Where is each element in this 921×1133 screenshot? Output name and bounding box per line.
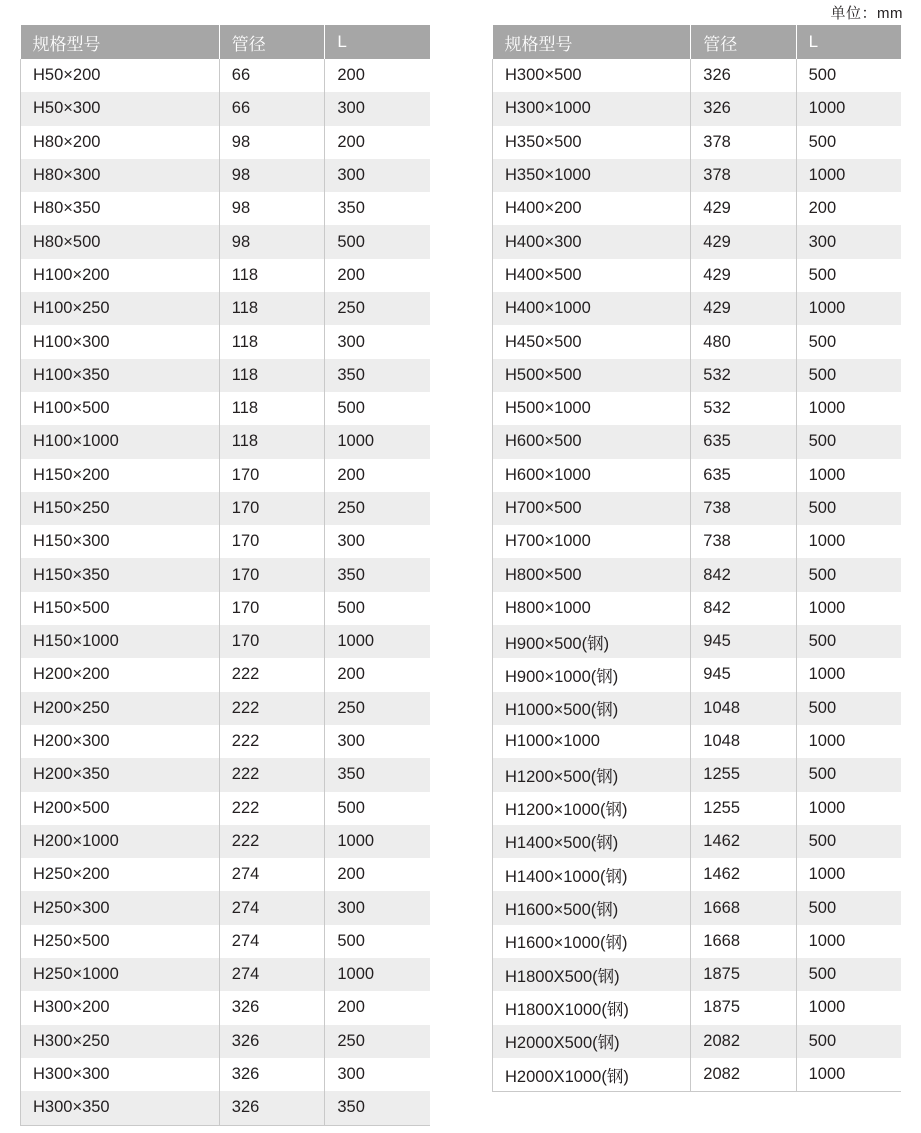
cell-diameter: 98 — [219, 159, 325, 192]
cell-diameter: 1255 — [691, 792, 796, 825]
cell-spec: H80×350 — [21, 192, 220, 225]
cell-spec: H80×500 — [21, 225, 220, 258]
table-row — [21, 825, 431, 858]
cell-spec: H800×1000 — [493, 592, 691, 625]
cell-spec: H300×350 — [21, 1091, 220, 1125]
cell-length: 350 — [325, 558, 430, 591]
cell-spec: H600×500 — [493, 425, 691, 458]
cell-spec: H900×1000(钢) — [493, 658, 691, 691]
table-row — [493, 625, 902, 658]
cell-length: 500 — [325, 392, 430, 425]
header-diameter: 管径 — [219, 25, 325, 59]
cell-diameter: 326 — [219, 1025, 325, 1058]
cell-length: 300 — [325, 891, 430, 924]
cell-diameter: 118 — [219, 292, 325, 325]
cell-length: 250 — [325, 692, 430, 725]
cell-spec: H100×300 — [21, 325, 220, 358]
cell-spec: H250×200 — [21, 858, 220, 891]
cell-length: 1000 — [796, 292, 901, 325]
cell-spec: H50×300 — [21, 92, 220, 125]
cell-spec: H300×500 — [493, 59, 691, 92]
table-row — [21, 59, 431, 92]
table-row — [21, 525, 431, 558]
cell-diameter: 842 — [691, 558, 796, 591]
left-table-header — [21, 25, 431, 59]
cell-spec: H300×300 — [21, 1058, 220, 1091]
table-row — [21, 359, 431, 392]
cell-length: 1000 — [796, 525, 901, 558]
cell-spec: H100×1000 — [21, 425, 220, 458]
cell-length: 1000 — [325, 958, 430, 991]
table-row — [493, 658, 902, 691]
cell-length: 1000 — [796, 925, 901, 958]
cell-spec: H150×300 — [21, 525, 220, 558]
table-row — [493, 225, 902, 258]
cell-length: 500 — [796, 325, 901, 358]
cell-diameter: 118 — [219, 392, 325, 425]
cell-diameter: 532 — [691, 359, 796, 392]
cell-spec: H400×1000 — [493, 292, 691, 325]
cell-spec: H150×350 — [21, 558, 220, 591]
cell-length: 200 — [325, 459, 430, 492]
cell-spec: H250×1000 — [21, 958, 220, 991]
table-row — [493, 1025, 902, 1058]
cell-spec: H150×200 — [21, 459, 220, 492]
cell-spec: H500×500 — [493, 359, 691, 392]
cell-spec: H1400×1000(钢) — [493, 858, 691, 891]
table-row — [21, 292, 431, 325]
cell-spec: H150×1000 — [21, 625, 220, 658]
cell-diameter: 222 — [219, 792, 325, 825]
cell-diameter: 480 — [691, 325, 796, 358]
table-row — [493, 991, 902, 1024]
cell-diameter: 274 — [219, 925, 325, 958]
cell-length: 500 — [325, 592, 430, 625]
cell-length: 350 — [325, 758, 430, 791]
cell-length: 1000 — [796, 858, 901, 891]
cell-diameter: 222 — [219, 692, 325, 725]
table-row — [21, 1058, 431, 1091]
header-spec: 规格型号 — [21, 25, 220, 59]
cell-diameter: 532 — [691, 392, 796, 425]
cell-length: 350 — [325, 359, 430, 392]
table-row — [493, 592, 902, 625]
cell-diameter: 738 — [691, 525, 796, 558]
table-row — [21, 558, 431, 591]
cell-spec: H50×200 — [21, 59, 220, 92]
table-row — [493, 891, 902, 924]
table-row — [21, 126, 431, 159]
cell-spec: H350×1000 — [493, 159, 691, 192]
cell-length: 500 — [325, 225, 430, 258]
cell-length: 350 — [325, 192, 430, 225]
cell-diameter: 2082 — [691, 1025, 796, 1058]
cell-spec: H200×350 — [21, 758, 220, 791]
unit-note: 单位：mm — [830, 5, 903, 22]
table-row — [21, 692, 431, 725]
cell-spec: H200×1000 — [21, 825, 220, 858]
cell-length: 250 — [325, 292, 430, 325]
header-length: L — [325, 25, 430, 59]
cell-length: 500 — [325, 792, 430, 825]
cell-diameter: 274 — [219, 958, 325, 991]
table-row — [21, 259, 431, 292]
cell-spec: H100×200 — [21, 259, 220, 292]
cell-spec: H300×250 — [21, 1025, 220, 1058]
cell-length: 250 — [325, 492, 430, 525]
cell-diameter: 274 — [219, 891, 325, 924]
cell-spec: H150×250 — [21, 492, 220, 525]
cell-diameter: 66 — [219, 59, 325, 92]
cell-length: 300 — [325, 92, 430, 125]
cell-diameter: 98 — [219, 126, 325, 159]
header-diameter: 管径 — [691, 25, 796, 59]
cell-diameter: 429 — [691, 259, 796, 292]
table-row — [21, 492, 431, 525]
cell-spec: H200×300 — [21, 725, 220, 758]
cell-spec: H2000X1000(钢) — [493, 1058, 691, 1092]
table-row — [493, 92, 902, 125]
cell-spec: H80×300 — [21, 159, 220, 192]
cell-diameter: 429 — [691, 192, 796, 225]
table-row — [21, 92, 431, 125]
cell-length: 1000 — [796, 1058, 901, 1092]
cell-diameter: 98 — [219, 192, 325, 225]
cell-diameter: 170 — [219, 558, 325, 591]
cell-diameter: 118 — [219, 325, 325, 358]
cell-spec: H400×500 — [493, 259, 691, 292]
cell-length: 500 — [796, 1025, 901, 1058]
cell-spec: H100×500 — [21, 392, 220, 425]
cell-length: 1000 — [796, 792, 901, 825]
cell-length: 1000 — [796, 392, 901, 425]
cell-diameter: 66 — [219, 92, 325, 125]
cell-length: 300 — [796, 225, 901, 258]
table-row — [493, 59, 902, 92]
cell-spec: H80×200 — [21, 126, 220, 159]
table-row — [21, 792, 431, 825]
cell-spec: H200×200 — [21, 658, 220, 691]
cell-diameter: 429 — [691, 225, 796, 258]
cell-length: 300 — [325, 325, 430, 358]
table-row — [493, 425, 902, 458]
cell-length: 500 — [796, 558, 901, 591]
cell-spec: H600×1000 — [493, 459, 691, 492]
table-row — [21, 625, 431, 658]
table-row — [21, 1091, 431, 1125]
table-row — [21, 958, 431, 991]
cell-spec: H250×300 — [21, 891, 220, 924]
cell-diameter: 1668 — [691, 925, 796, 958]
cell-length: 500 — [796, 758, 901, 791]
cell-length: 500 — [796, 692, 901, 725]
table-row — [493, 725, 902, 758]
cell-length: 500 — [796, 359, 901, 392]
cell-diameter: 98 — [219, 225, 325, 258]
table-row — [21, 891, 431, 924]
cell-length: 1000 — [796, 459, 901, 492]
header-row — [21, 25, 431, 59]
cell-length: 300 — [325, 525, 430, 558]
cell-diameter: 635 — [691, 459, 796, 492]
cell-diameter: 326 — [691, 92, 796, 125]
right-table-header — [493, 25, 902, 59]
cell-diameter: 1875 — [691, 958, 796, 991]
cell-spec: H1600×500(钢) — [493, 891, 691, 924]
right-table-body — [493, 59, 902, 1092]
cell-spec: H150×500 — [21, 592, 220, 625]
cell-diameter: 170 — [219, 492, 325, 525]
cell-diameter: 170 — [219, 459, 325, 492]
cell-spec: H250×500 — [21, 925, 220, 958]
cell-length: 500 — [796, 425, 901, 458]
cell-length: 250 — [325, 1025, 430, 1058]
table-row — [21, 1025, 431, 1058]
cell-length: 200 — [325, 858, 430, 891]
table-row — [493, 359, 902, 392]
cell-length: 200 — [796, 192, 901, 225]
table-row — [493, 958, 902, 991]
cell-length: 200 — [325, 126, 430, 159]
cell-length: 1000 — [796, 658, 901, 691]
cell-diameter: 222 — [219, 825, 325, 858]
cell-length: 1000 — [796, 92, 901, 125]
cell-spec: H200×500 — [21, 792, 220, 825]
cell-length: 500 — [796, 492, 901, 525]
cell-spec: H1600×1000(钢) — [493, 925, 691, 958]
table-row — [21, 425, 431, 458]
cell-diameter: 429 — [691, 292, 796, 325]
cell-length: 500 — [796, 259, 901, 292]
table-row — [21, 858, 431, 891]
cell-diameter: 326 — [219, 1091, 325, 1125]
table-row — [493, 192, 902, 225]
cell-length: 500 — [796, 891, 901, 924]
cell-diameter: 378 — [691, 159, 796, 192]
cell-spec: H700×1000 — [493, 525, 691, 558]
cell-diameter: 170 — [219, 525, 325, 558]
table-row — [493, 126, 902, 159]
cell-diameter: 326 — [219, 1058, 325, 1091]
table-row — [493, 558, 902, 591]
header-length: L — [796, 25, 901, 59]
cell-spec: H100×350 — [21, 359, 220, 392]
cell-spec: H300×1000 — [493, 92, 691, 125]
table-row — [21, 725, 431, 758]
cell-spec: H500×1000 — [493, 392, 691, 425]
cell-diameter: 1668 — [691, 891, 796, 924]
cell-diameter: 222 — [219, 658, 325, 691]
cell-spec: H400×300 — [493, 225, 691, 258]
cell-spec: H450×500 — [493, 325, 691, 358]
cell-length: 300 — [325, 159, 430, 192]
cell-spec: H200×250 — [21, 692, 220, 725]
cell-diameter: 118 — [219, 425, 325, 458]
cell-length: 300 — [325, 725, 430, 758]
cell-diameter: 2082 — [691, 1058, 796, 1092]
cell-diameter: 1462 — [691, 825, 796, 858]
table-row — [493, 492, 902, 525]
cell-length: 1000 — [325, 825, 430, 858]
cell-length: 500 — [325, 925, 430, 958]
cell-length: 500 — [796, 59, 901, 92]
cell-spec: H2000X500(钢) — [493, 1025, 691, 1058]
cell-diameter: 326 — [691, 59, 796, 92]
table-row — [493, 825, 902, 858]
cell-spec: H900×500(钢) — [493, 625, 691, 658]
cell-diameter: 170 — [219, 592, 325, 625]
cell-length: 200 — [325, 259, 430, 292]
cell-length: 1000 — [796, 991, 901, 1024]
table-row — [21, 925, 431, 958]
cell-diameter: 945 — [691, 625, 796, 658]
cell-spec: H1000×1000 — [493, 725, 691, 758]
cell-spec: H1200×1000(钢) — [493, 792, 691, 825]
cell-length: 200 — [325, 991, 430, 1024]
cell-length: 200 — [325, 59, 430, 92]
cell-spec: H400×200 — [493, 192, 691, 225]
cell-diameter: 326 — [219, 991, 325, 1024]
cell-length: 300 — [325, 1058, 430, 1091]
table-row — [21, 991, 431, 1024]
table-row — [493, 758, 902, 791]
header-row — [493, 25, 902, 59]
cell-spec: H1800X1000(钢) — [493, 991, 691, 1024]
cell-length: 1000 — [325, 625, 430, 658]
table-row — [493, 392, 902, 425]
table-row — [493, 459, 902, 492]
header-spec: 规格型号 — [493, 25, 691, 59]
cell-diameter: 274 — [219, 858, 325, 891]
cell-diameter: 1462 — [691, 858, 796, 891]
table-row — [21, 459, 431, 492]
table-row — [493, 159, 902, 192]
cell-length: 1000 — [796, 159, 901, 192]
cell-spec: H100×250 — [21, 292, 220, 325]
cell-spec: H300×200 — [21, 991, 220, 1024]
cell-spec: H800×500 — [493, 558, 691, 591]
cell-spec: H1400×500(钢) — [493, 825, 691, 858]
left-spec-table — [20, 25, 430, 1126]
table-row — [21, 225, 431, 258]
cell-spec: H1200×500(钢) — [493, 758, 691, 791]
table-row — [21, 192, 431, 225]
cell-diameter: 378 — [691, 126, 796, 159]
table-row — [21, 159, 431, 192]
cell-length: 500 — [796, 126, 901, 159]
table-row — [493, 325, 902, 358]
table-row — [493, 292, 902, 325]
table-row — [21, 758, 431, 791]
cell-length: 350 — [325, 1091, 430, 1125]
cell-length: 200 — [325, 658, 430, 691]
cell-diameter: 1048 — [691, 725, 796, 758]
table-row — [493, 1058, 902, 1092]
cell-diameter: 1255 — [691, 758, 796, 791]
cell-length: 500 — [796, 625, 901, 658]
cell-spec: H1000×500(钢) — [493, 692, 691, 725]
cell-length: 500 — [796, 825, 901, 858]
table-row — [21, 658, 431, 691]
cell-diameter: 842 — [691, 592, 796, 625]
right-spec-table — [492, 25, 901, 1092]
table-row — [493, 792, 902, 825]
table-row — [493, 858, 902, 891]
table-row — [21, 592, 431, 625]
cell-spec: H700×500 — [493, 492, 691, 525]
table-row — [493, 259, 902, 292]
table-row — [493, 925, 902, 958]
cell-diameter: 222 — [219, 725, 325, 758]
left-table-body — [21, 59, 431, 1125]
cell-diameter: 170 — [219, 625, 325, 658]
cell-spec: H350×500 — [493, 126, 691, 159]
table-row — [493, 692, 902, 725]
cell-diameter: 118 — [219, 359, 325, 392]
cell-diameter: 738 — [691, 492, 796, 525]
cell-diameter: 118 — [219, 259, 325, 292]
cell-spec: H1800X500(钢) — [493, 958, 691, 991]
cell-diameter: 1875 — [691, 991, 796, 1024]
cell-diameter: 945 — [691, 658, 796, 691]
table-row — [21, 325, 431, 358]
table-row — [493, 525, 902, 558]
cell-length: 500 — [796, 958, 901, 991]
cell-length: 1000 — [796, 725, 901, 758]
cell-diameter: 635 — [691, 425, 796, 458]
cell-diameter: 1048 — [691, 692, 796, 725]
cell-diameter: 222 — [219, 758, 325, 791]
table-row — [21, 392, 431, 425]
cell-length: 1000 — [325, 425, 430, 458]
tables-container — [20, 25, 901, 1126]
cell-length: 1000 — [796, 592, 901, 625]
